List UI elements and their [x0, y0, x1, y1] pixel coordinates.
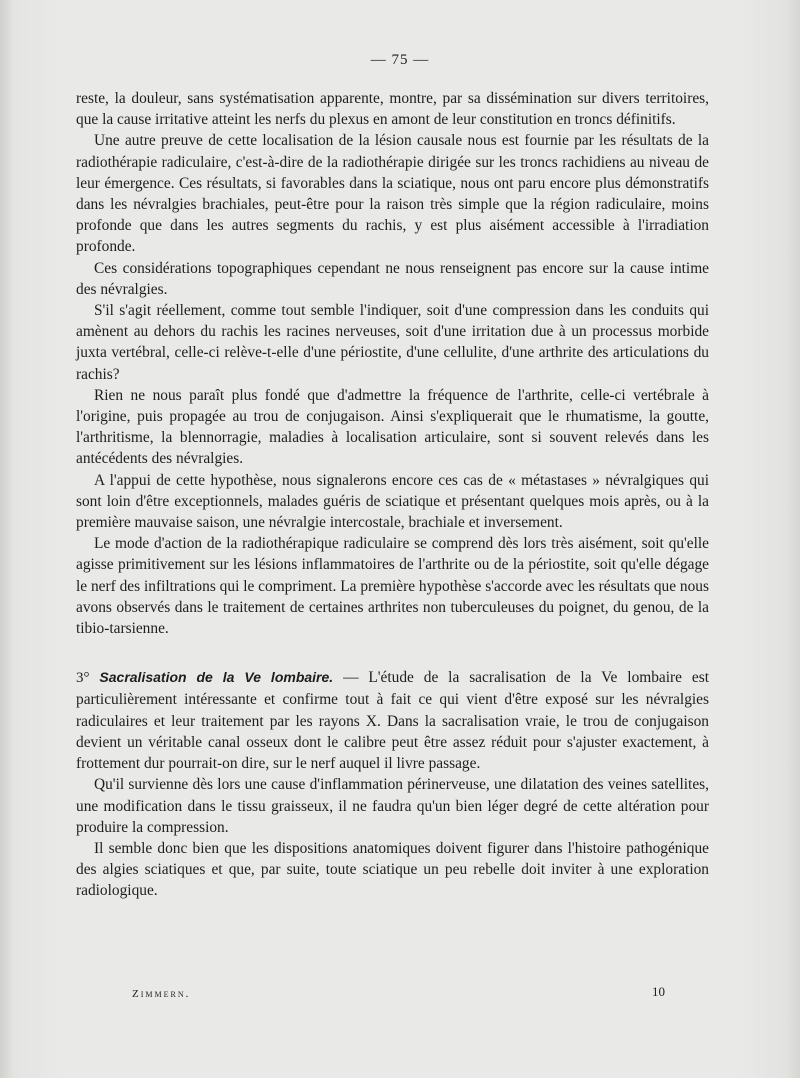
paragraph: Qu'il survienne dès lors une cause d'inflammation périnerveuse, une dilatation des veines satellites, une modification dans le tissu graisseux, il ne faudra qu'un bien léger degré de cette altération pour produire la compression.	[76, 776, 709, 836]
section-intro-text: — L'étude de la sacralisation de la Ve lombaire est particulièrement intéressante et confirme tout à fait ce qui vient d'être exposé sur les névralgies radiculaires et leur traitement par les rayons X. Dans la sacralisation vraie, le trou de conjugaison devient un véritable canal osseux dont le calibre peut être assez réduit pour s'ajuster exactement, à frottement dur pourrait-on dire, sur le nerf auquel il livre passage.	[76, 669, 709, 773]
paragraph: reste, la douleur, sans systématisation apparente, montre, par sa dissémination sur divers territoires, que la cause irritative atteint les nerfs du plexus en amont de leur constitution en troncs définitifs.	[76, 90, 709, 129]
section-paragraph	[76, 667, 709, 774]
paragraph: Le mode d'action de la radiothérapique radiculaire se comprend dès lors très aisément, soit qu'elle agisse primitivement sur les lésions inflammatoires de l'arthrite ou de la périostite, soit qu'elle dégage le nerf des infiltrations qui le compriment. La première hypothèse s'accorde avec les résultats que nous avons observés dans le traitement de certaines arthrites non tuberculeuses du poignet, du genou, de la tibio-tarsienne.	[76, 535, 709, 638]
footer-author: Zimmern.	[132, 988, 191, 1000]
footer-sheet-number: 10	[652, 984, 665, 999]
paragraph: Rien ne nous paraît plus fondé que d'admettre la fréquence de l'arthrite, celle-ci vertébrale à l'origine, puis propagée au trou de conjugaison. Ainsi s'expliquerait que le rhumatisme, la goutte, l'arthritisme, la blennorragie, maladies à localisation articulaire, sont si souvent relevés dans les antécédents des névralgies.	[76, 386, 709, 468]
paragraph: S'il s'agit réellement, comme tout semble l'indiquer, soit d'une compression dans les conduits qui amènent au dehors du rachis les racines nerveuses, soit d'une irritation due à un processus morbide juxta vertébral, celle-ci relève-t-elle d'une périostite, d'une cellulite, d'une arthrite des articulations du rachis?	[76, 302, 709, 383]
section-title: Sacralisation de la Ve lombaire.	[99, 669, 334, 686]
paragraph: Il semble donc bien que les dispositions anatomiques doivent figurer dans l'histoire pathogénique des algies sciatiques et que, par suite, toute sciatique un peu rebelle doit inviter à une exploration radiologique.	[76, 839, 709, 900]
page-number: — 75 —	[370, 52, 430, 68]
body-text	[76, 88, 709, 902]
paragraph: A l'appui de cette hypothèse, nous signalerons encore ces cas de « métastases » névralgiques qui sont loin d'être exceptionnels, malades guéris de sciatique et présentant quelques mois après, ou à la première mauvaise saison, une névralgie intercostale, brachiale et inversement.	[76, 471, 709, 532]
paragraph: Ces considérations topographiques cependant ne nous renseignent pas encore sur la cause intime des névralgies.	[76, 259, 709, 298]
paragraph: Une autre preuve de cette localisation de la lésion causale nous est fournie par les résultats de la radiothérapie radiculaire, c'est-à-dire de la radiothérapie dirigée sur les troncs rachidiens au niveau de leur émergence. Ces résultats, si favorables dans la sciatique, nous ont paru encore plus démonstratifs dans les névralgies brachiales, peut-être pour la raison très simple que la région radiculaire, moins profonde que dans les autres segments du rachis, y est plus aisément accessible à l'irradiation profonde.	[76, 132, 709, 256]
section-number: 3°	[76, 670, 90, 687]
